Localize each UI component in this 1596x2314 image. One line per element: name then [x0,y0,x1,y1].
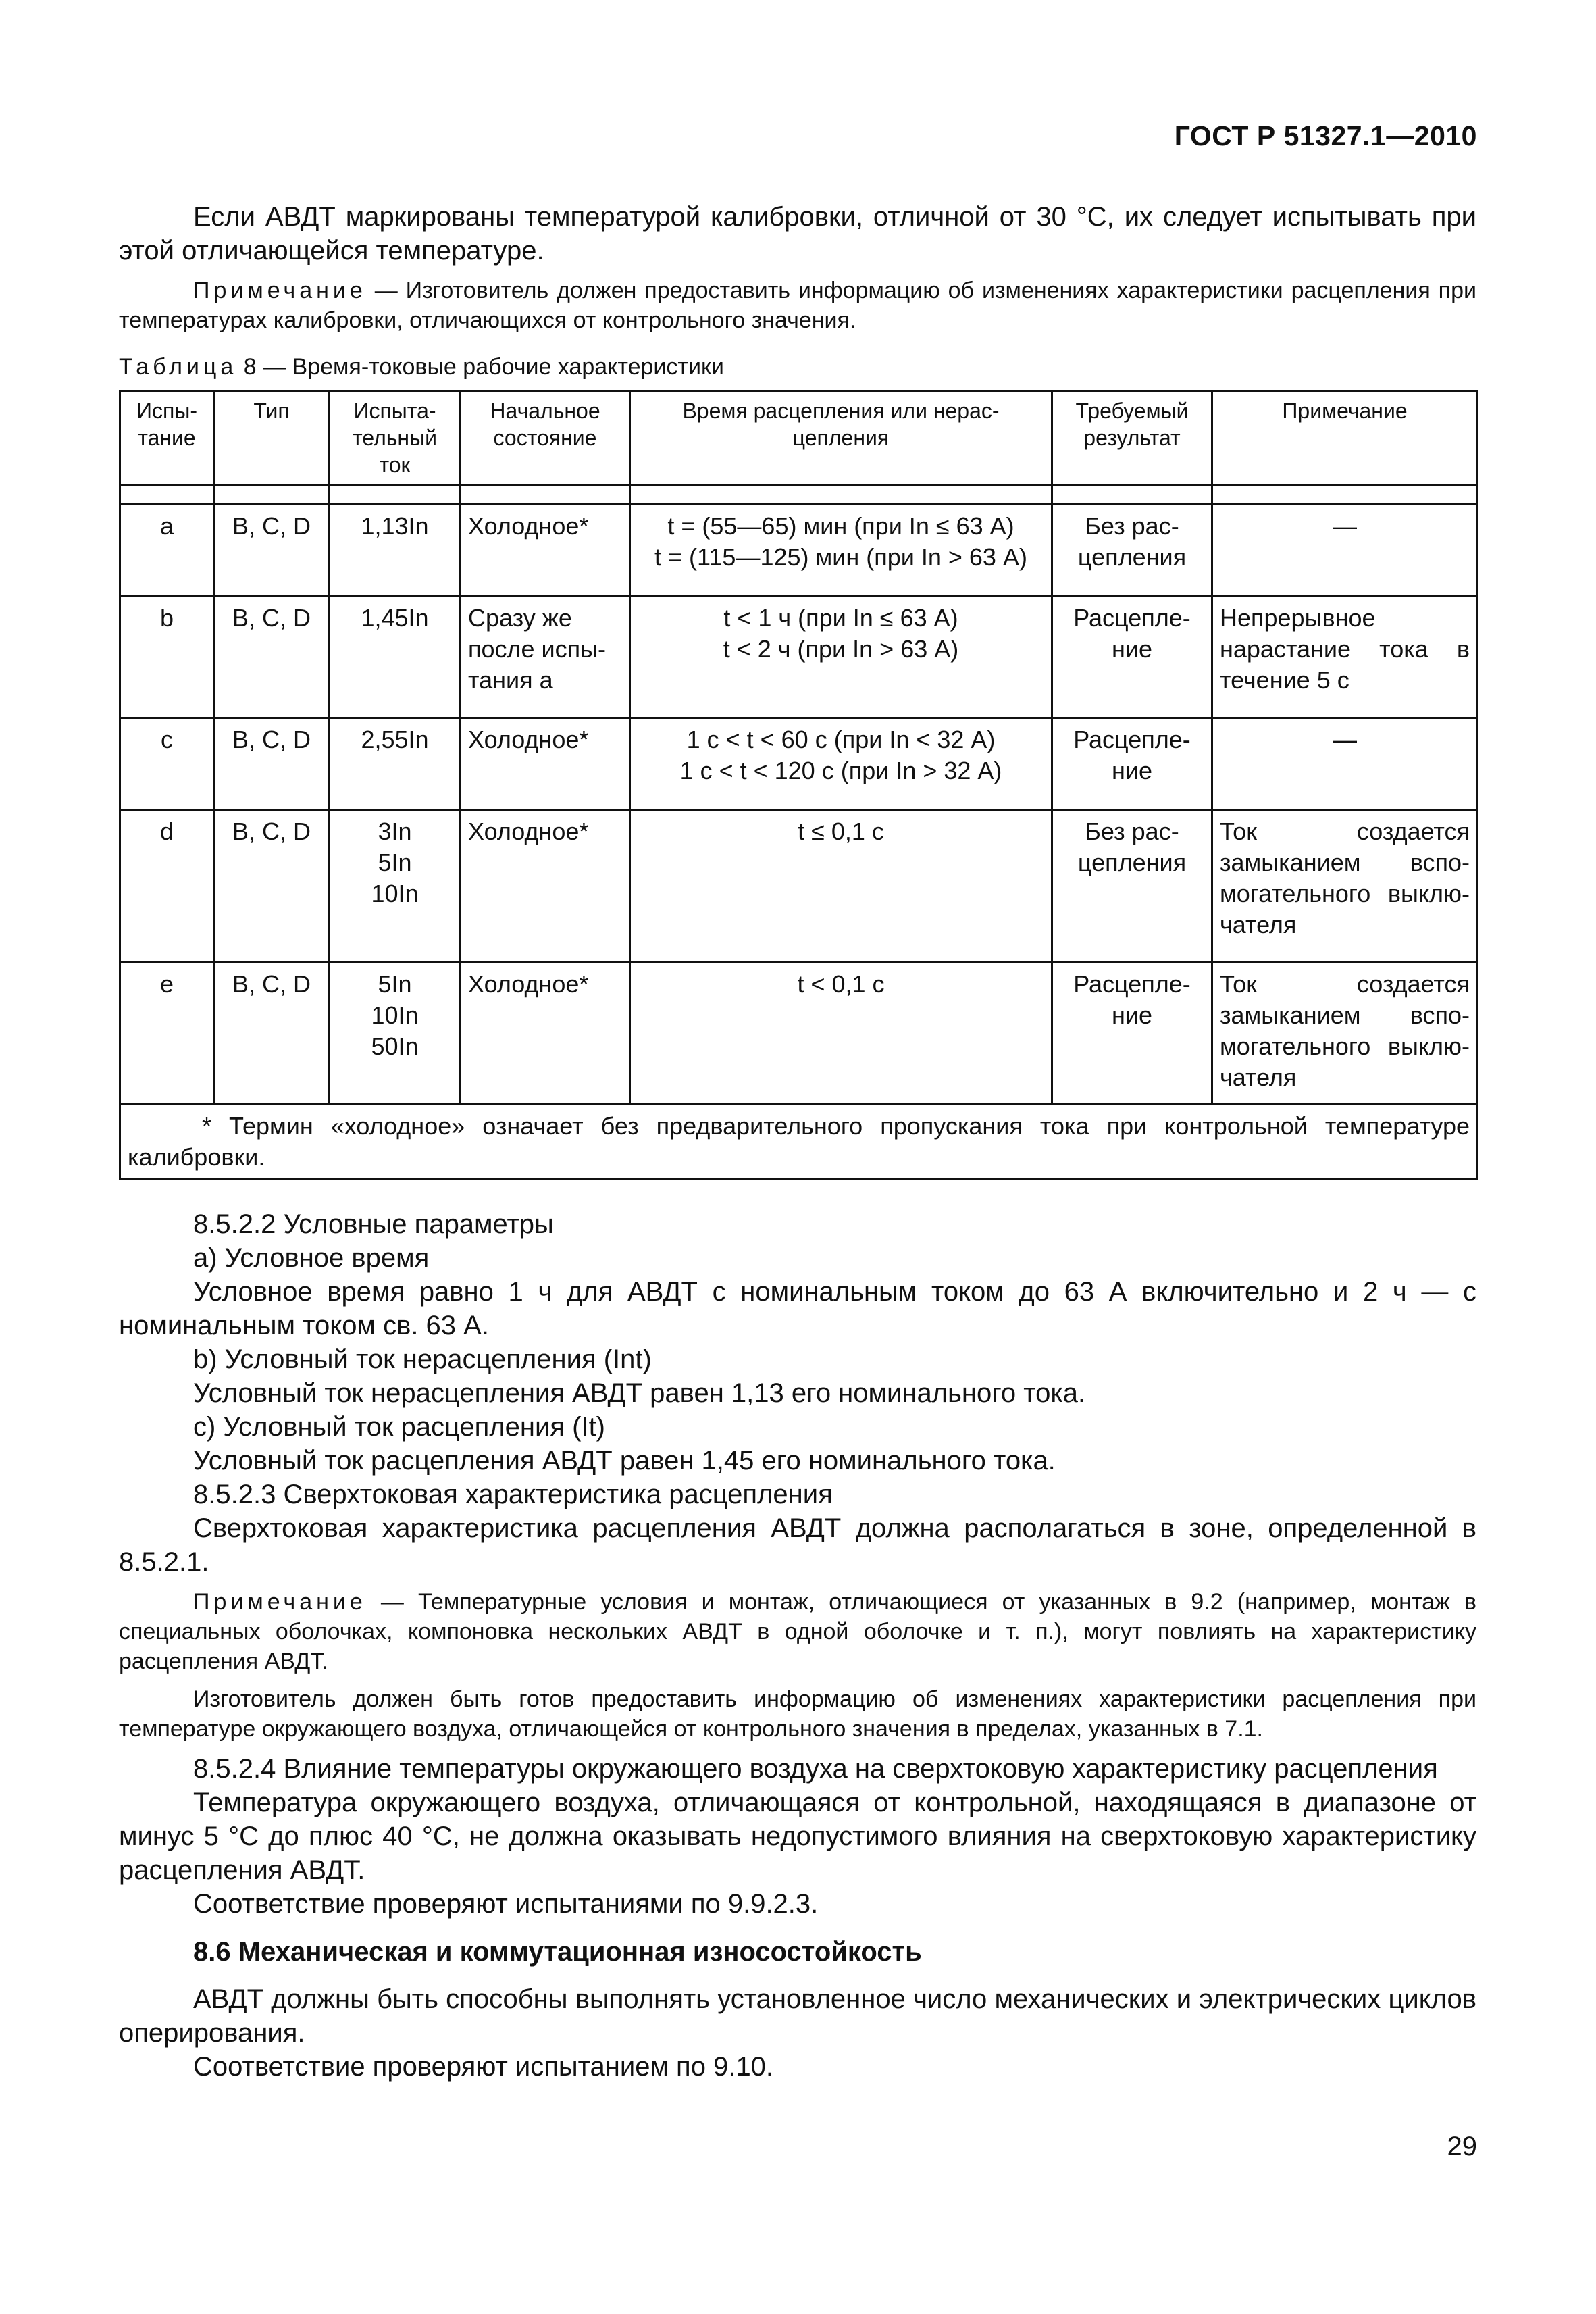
cell-result: Расцепле- ние [1052,597,1212,718]
section-title: 8.6 Механическая и коммутационная износостойкость [193,1937,922,1967]
body-line: Условный ток расцепления АВДТ равен 1,45 его номинального тока. [193,1446,1056,1476]
cell-note: — [1212,718,1478,810]
cell-test: d [120,810,214,963]
time-current-table [119,390,1478,1180]
cell-result: Без рас- цепления [1052,505,1212,597]
document-content [119,200,1476,2084]
cell-state: Холодное* [461,718,630,810]
body-line: Сверхтоковая характеристика расцепления АВДТ должна располагаться в зоне, определенной в 8.5.2.1. [119,1513,1476,1577]
header-state: Начальное состояние [461,391,630,485]
body-line: Температура окружающего воздуха, отличающаяся от контрольной, находящаяся в диапазоне от минус 5 °С до плюс 40 °С, не должна оказывать недопустимого влияния на сверхтоковую характеристику расцепления АВДТ. [119,1788,1476,1885]
cell-note: — [1212,505,1478,597]
body-line: Соответствие проверяют испытаниями по 9.9.2.3. [193,1889,819,1919]
table-row [120,810,1478,963]
cell-type: В, С, D [214,810,330,963]
header-current: Испыта- тельный ток [330,391,461,485]
cell-current: 3In 5In 10In [330,810,461,963]
table-row [120,597,1478,718]
table-caption [119,354,1476,380]
header-time: Время расцепления или нерас- цепления [630,391,1052,485]
body-line: АВДТ должны быть способны выполнять установленное число механических и электрических циклов оперирования. [119,1984,1476,2048]
note-label: Примечание [193,278,367,303]
cell-state: Сразу же после испы- тания a [461,597,630,718]
cell-test: b [120,597,214,718]
cell-current: 1,13In [330,505,461,597]
cell-note: Непрерывное нарастание тока в течение 5 с [1212,597,1478,718]
cell-result: Расцепле- ние [1052,963,1212,1105]
header-result: Требуемый результат [1052,391,1212,485]
table-row [120,963,1478,1105]
note2-label: Примечание [193,1589,367,1615]
cell-current: 5In 10In 50In [330,963,461,1105]
cell-state: Холодное* [461,505,630,597]
cell-time: 1 с < t < 60 с (при In < 32 А) 1 с < t < 120 с (при In > 32 А) [630,718,1052,810]
page-number: 29 [1447,2132,1477,2161]
cell-test: c [120,718,214,810]
header-test: Испы- тание [120,391,214,485]
body-line: 8.5.2.3 Сверхтоковая характеристика расцепления [193,1480,833,1509]
header-note: Примечание [1212,391,1478,485]
cell-current: 2,55In [330,718,461,810]
note-text: — Изготовитель должен предоставить информацию об изменениях характеристики расцепления при температурах калибровки, отличающихся от контрольного значения. [119,278,1476,333]
body-line: 8.5.2.2 Условные параметры [193,1209,554,1239]
cell-test: e [120,963,214,1105]
body-note-continuation: Изготовитель должен быть готов предоставить информацию об изменениях характеристики расцепления при температуре окружающего воздуха, отличающейся от контрольного значения в пределах, указанных в 7.1. [119,1686,1476,1742]
table-row [120,718,1478,810]
page-header-standard: ГОСТ Р 51327.1—2010 [1174,120,1477,151]
cell-type: В, С, D [214,963,330,1105]
cell-result: Без рас- цепления [1052,810,1212,963]
cell-note: Ток создается замыканием вспо-могательного выклю-чателя [1212,963,1478,1105]
body-line: Условное время равно 1 ч для АВДТ с номинальным током до 63 А включительно и 2 ч — с номинальным током св. 63 А. [119,1277,1476,1340]
cell-note: Ток создается замыканием вспо-могательного выклю-чателя [1212,810,1478,963]
table-caption-label: Таблица [119,354,238,380]
table-caption-text: 8 — Время-токовые рабочие характеристики [237,354,724,380]
cell-type: В, С, D [214,718,330,810]
header-separator [120,485,1478,505]
body-line: Соответствие проверяют испытанием по 9.10. [193,2052,774,2082]
table-footnote: * Термин «холодное» означает без предварительного пропускания тока при контрольной температуре калибровки. [120,1105,1478,1180]
note2-text: — Температурные условия и монтаж, отличающиеся от указанных в 9.2 (например, монтаж в специальных оболочках, компоновка нескольких АВДТ в одной оболочке и т. п.), могут повлиять на характеристику расцепления АВДТ. [119,1589,1476,1674]
body-line: 8.5.2.4 Влияние температуры окружающего воздуха на сверхтоковую характеристику расцепления [193,1754,1438,1784]
intro-note [119,276,1476,335]
cell-current: 1,45In [330,597,461,718]
cell-time: t < 1 ч (при In ≤ 63 А) t < 2 ч (при In > 63 А) [630,597,1052,718]
body-line: с) Условный ток расцепления (It) [193,1412,605,1442]
body-line: b) Условный ток нерасцепления (Int) [193,1344,652,1374]
cell-result: Расцепле- ние [1052,718,1212,810]
cell-state: Холодное* [461,810,630,963]
cell-time: t ≤ 0,1 с [630,810,1052,963]
body-line: Условный ток нерасцепления АВДТ равен 1,13 его номинального тока. [193,1378,1086,1408]
cell-state: Холодное* [461,963,630,1105]
table-row [120,505,1478,597]
table-header-row [120,391,1478,485]
body-line: a) Условное время [193,1243,430,1273]
cell-type: В, С, D [214,597,330,718]
cell-time: t < 0,1 с [630,963,1052,1105]
table-footnote-row [120,1105,1478,1180]
cell-time: t = (55—65) мин (при In ≤ 63 А) t = (115—125) мин (при In > 63 А) [630,505,1052,597]
header-type: Тип [214,391,330,485]
cell-type: В, С, D [214,505,330,597]
cell-test: a [120,505,214,597]
intro-paragraph: Если АВДТ маркированы температурой калибровки, отличной от 30 °С, их следует испытывать при этой отличающейся температуре. [119,202,1476,266]
body-note [119,1587,1476,1676]
